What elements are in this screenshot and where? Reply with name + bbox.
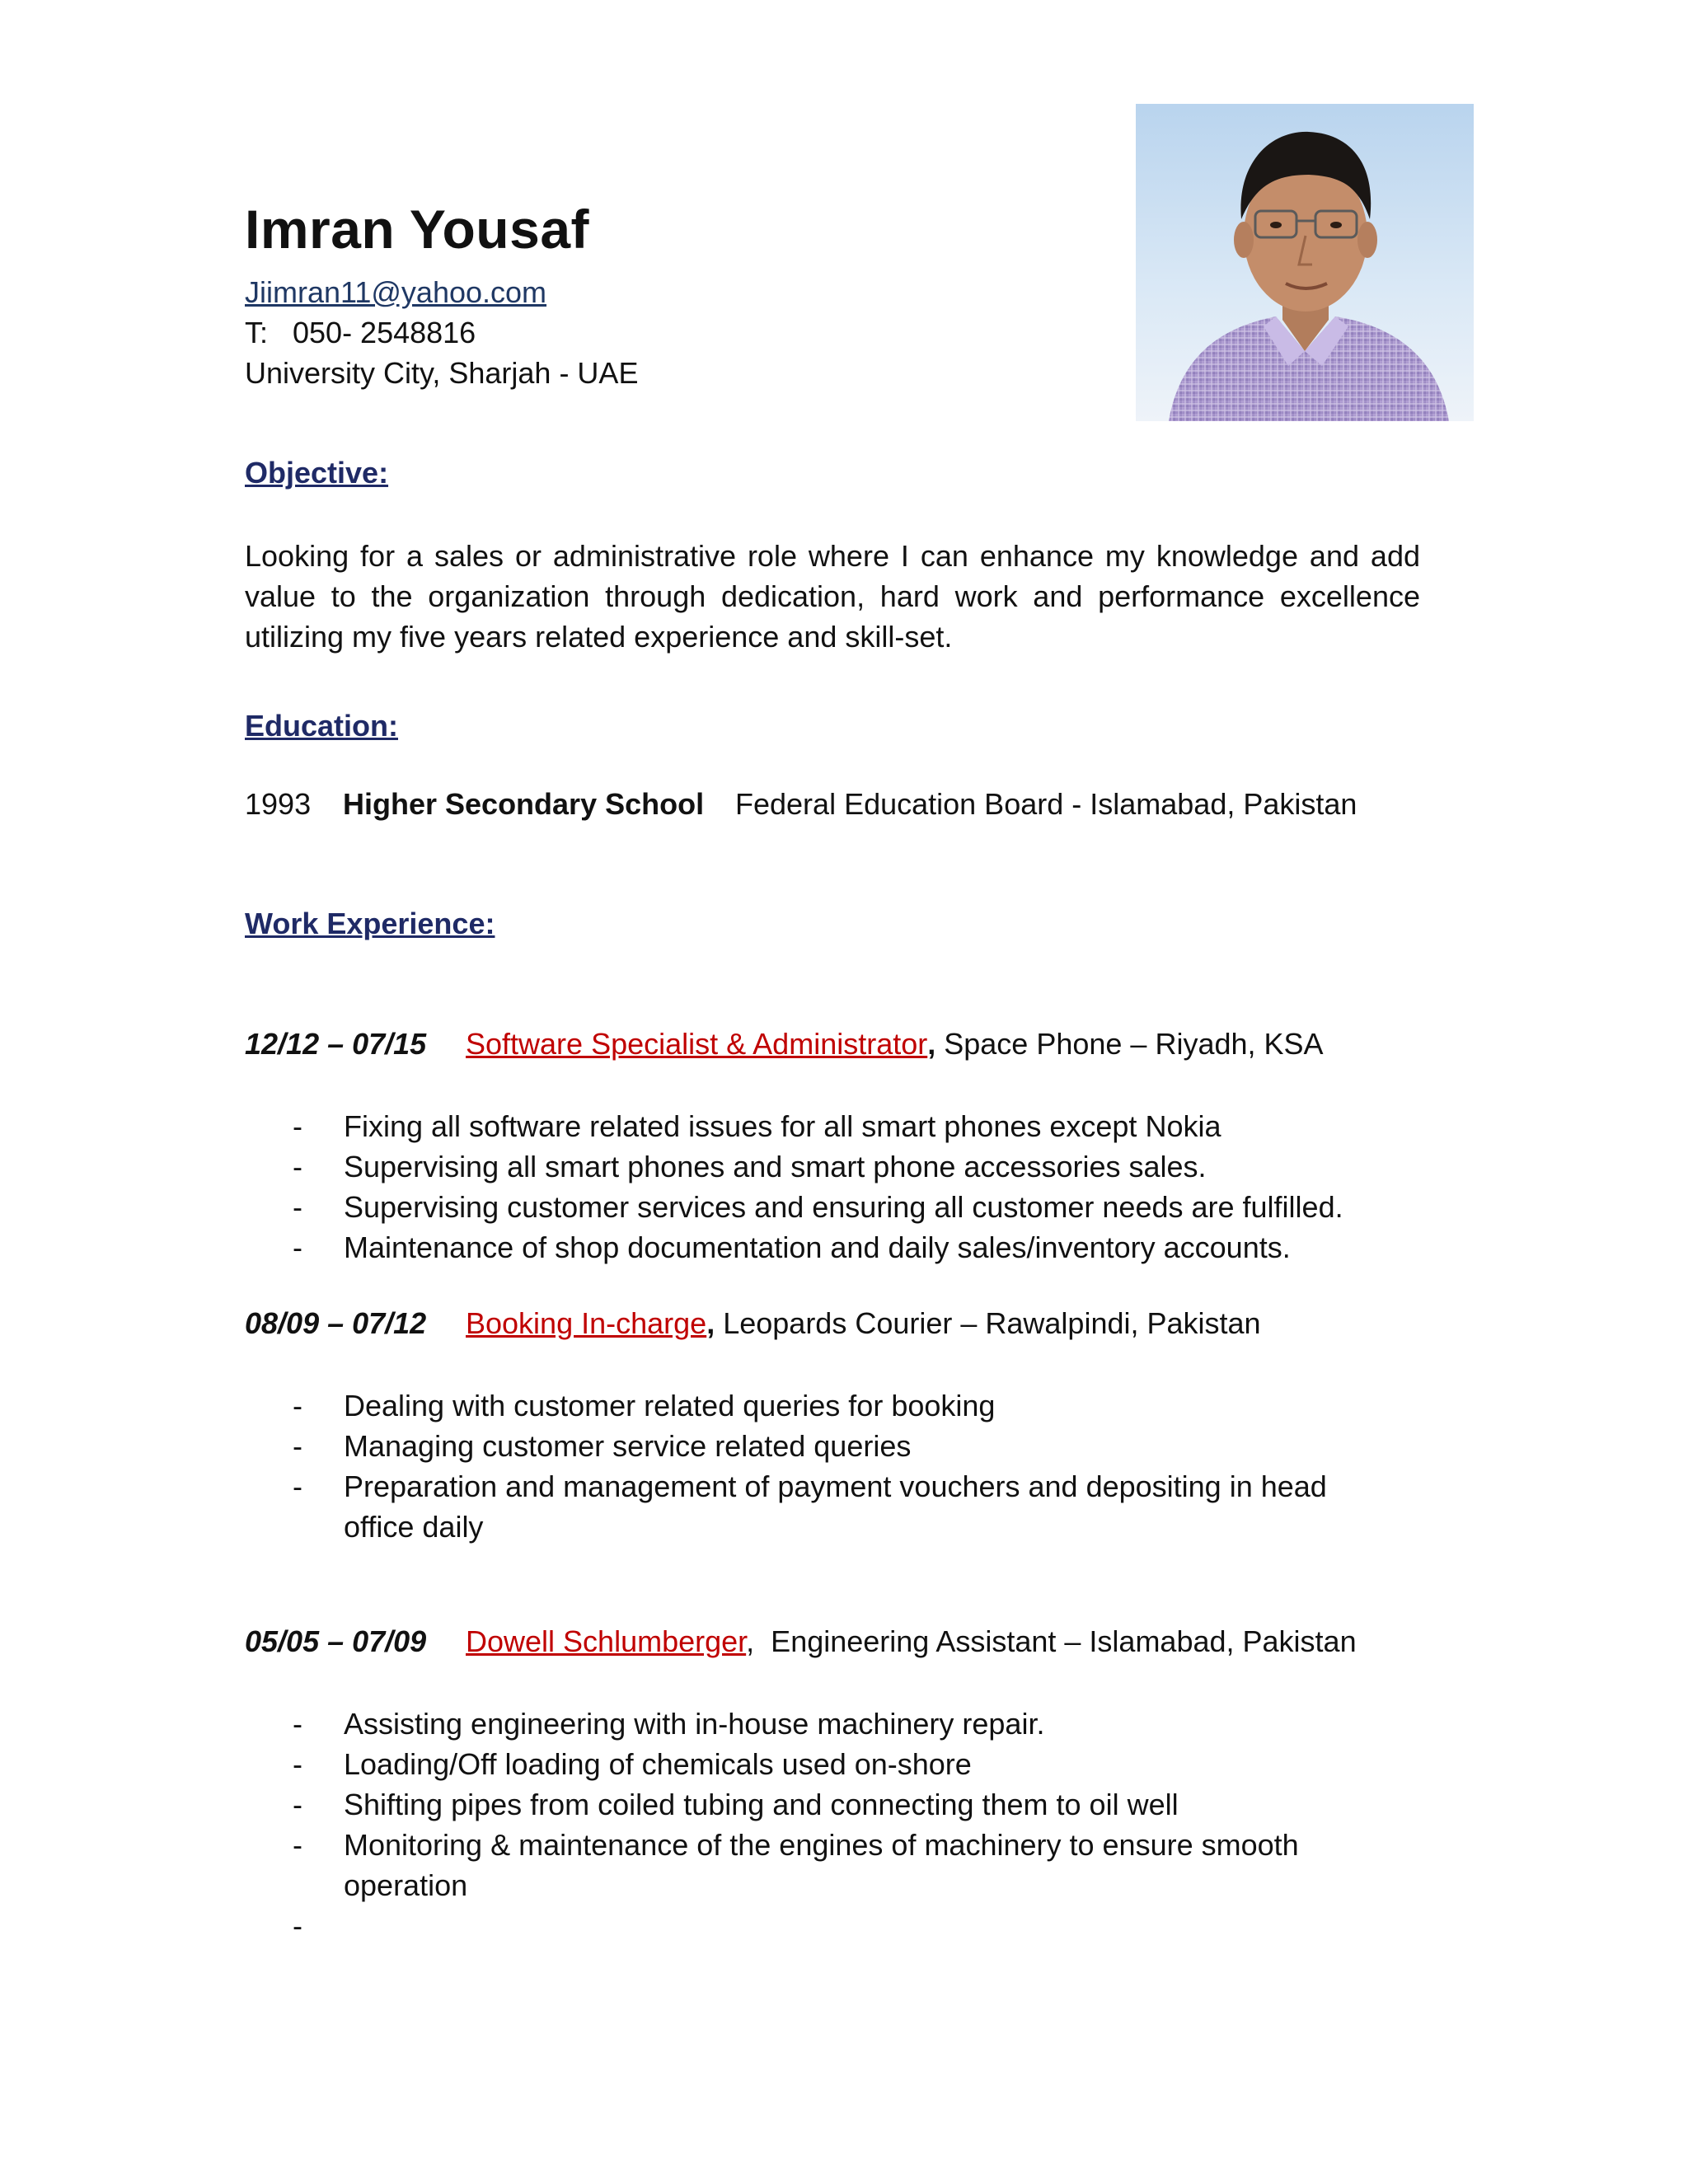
job-employer: Space Phone – Riyadh, KSA	[935, 1027, 1324, 1061]
job-employer: Engineering Assistant – Islamabad, Pakistan	[754, 1624, 1357, 1658]
list-item	[293, 1146, 1430, 1187]
job-title[interactable]: Dowell Schlumberger	[466, 1624, 747, 1658]
bullet-dash: -	[293, 1150, 302, 1183]
job-title[interactable]: Booking In-charge	[466, 1306, 707, 1340]
bullet-dash: -	[293, 1190, 302, 1224]
list-item	[293, 1825, 1381, 1905]
bullet-dash: -	[293, 1828, 302, 1862]
list-item	[293, 1744, 1381, 1784]
bullet-dash: -	[293, 1109, 302, 1143]
objective-text: Looking for a sales or administrative role where I can enhance my knowledge and add value to the organization through dedication, hard work and performance excellence utilizing my five years related experience and skill-set.	[245, 539, 1420, 654]
bullet-dash: -	[293, 1788, 302, 1821]
duty-text: Assisting engineering with in-house machinery repair.	[344, 1707, 1045, 1741]
job-dates: 12/12 – 07/15	[245, 1027, 427, 1061]
list-item	[293, 1385, 1381, 1426]
bullet-dash: -	[293, 1469, 302, 1503]
job-header-3	[245, 1624, 1357, 1659]
duty-text: Fixing all software related issues for all smart phones except Nokia	[344, 1109, 1221, 1143]
duty-text: Managing customer service related queries	[344, 1429, 912, 1463]
address: University City, Sharjah - UAE	[245, 356, 639, 390]
objective-heading: Objective:	[245, 456, 389, 490]
education-heading: Education:	[245, 709, 398, 743]
bullet-dash: -	[293, 1909, 302, 1943]
duty-text: Loading/Off loading of chemicals used on-shore	[344, 1747, 972, 1781]
job-separator: ,	[746, 1624, 755, 1658]
duty-text: Shifting pipes from coiled tubing and connecting them to oil well	[344, 1788, 1179, 1821]
bullet-dash: -	[293, 1747, 302, 1781]
list-item	[293, 1905, 1381, 1946]
bullet-dash: -	[293, 1707, 302, 1741]
bullet-dash: -	[293, 1429, 302, 1463]
job-dates: 05/05 – 07/09	[245, 1624, 427, 1658]
list-item	[293, 1466, 1381, 1547]
list-item	[293, 1106, 1430, 1146]
list-item	[293, 1426, 1381, 1466]
job-employer: Leopards Courier – Rawalpindi, Pakistan	[715, 1306, 1261, 1340]
duty-text: Supervising customer services and ensuring all customer needs are fulfilled.	[344, 1190, 1343, 1224]
education-entry	[245, 787, 1357, 822]
list-item	[293, 1784, 1381, 1825]
job-separator: ,	[927, 1027, 936, 1061]
bullet-dash: -	[293, 1230, 302, 1264]
phone-number: 050- 2548816	[293, 316, 476, 349]
education-degree: Higher Secondary School	[343, 787, 705, 821]
list-item	[293, 1187, 1430, 1227]
job-separator: ,	[706, 1306, 715, 1340]
candidate-name: Imran Yousaf	[245, 199, 590, 260]
list-item	[293, 1227, 1430, 1268]
profile-photo	[1136, 104, 1474, 421]
job-title[interactable]: Software Specialist & Administrator	[466, 1027, 928, 1061]
work-experience-heading: Work Experience:	[245, 907, 495, 940]
job-header-1	[245, 1027, 1324, 1062]
duty-text: Maintenance of shop documentation and daily sales/inventory accounts.	[344, 1230, 1291, 1264]
job-duties-1	[293, 1106, 1430, 1268]
job-duties-2	[293, 1385, 1381, 1547]
email-link[interactable]: Jiimran11@yahoo.com	[245, 275, 547, 309]
duty-text: Dealing with customer related queries for booking	[344, 1389, 996, 1422]
job-dates: 08/09 – 07/12	[245, 1306, 427, 1340]
bullet-dash: -	[293, 1389, 302, 1422]
duty-text: Supervising all smart phones and smart phone accessories sales.	[344, 1150, 1207, 1183]
duty-text: Preparation and management of payment vouchers and depositing in head office daily	[344, 1469, 1327, 1544]
education-institution: Federal Education Board - Islamabad, Pakistan	[735, 787, 1357, 821]
duty-text: Monitoring & maintenance of the engines of machinery to ensure smooth operation	[344, 1828, 1299, 1902]
phone-line	[245, 312, 638, 353]
contact-block	[245, 272, 638, 393]
phone-label: T:	[245, 316, 269, 349]
education-year: 1993	[245, 787, 312, 821]
job-duties-3	[293, 1704, 1381, 1946]
job-header-2	[245, 1306, 1261, 1341]
list-item	[293, 1704, 1381, 1744]
